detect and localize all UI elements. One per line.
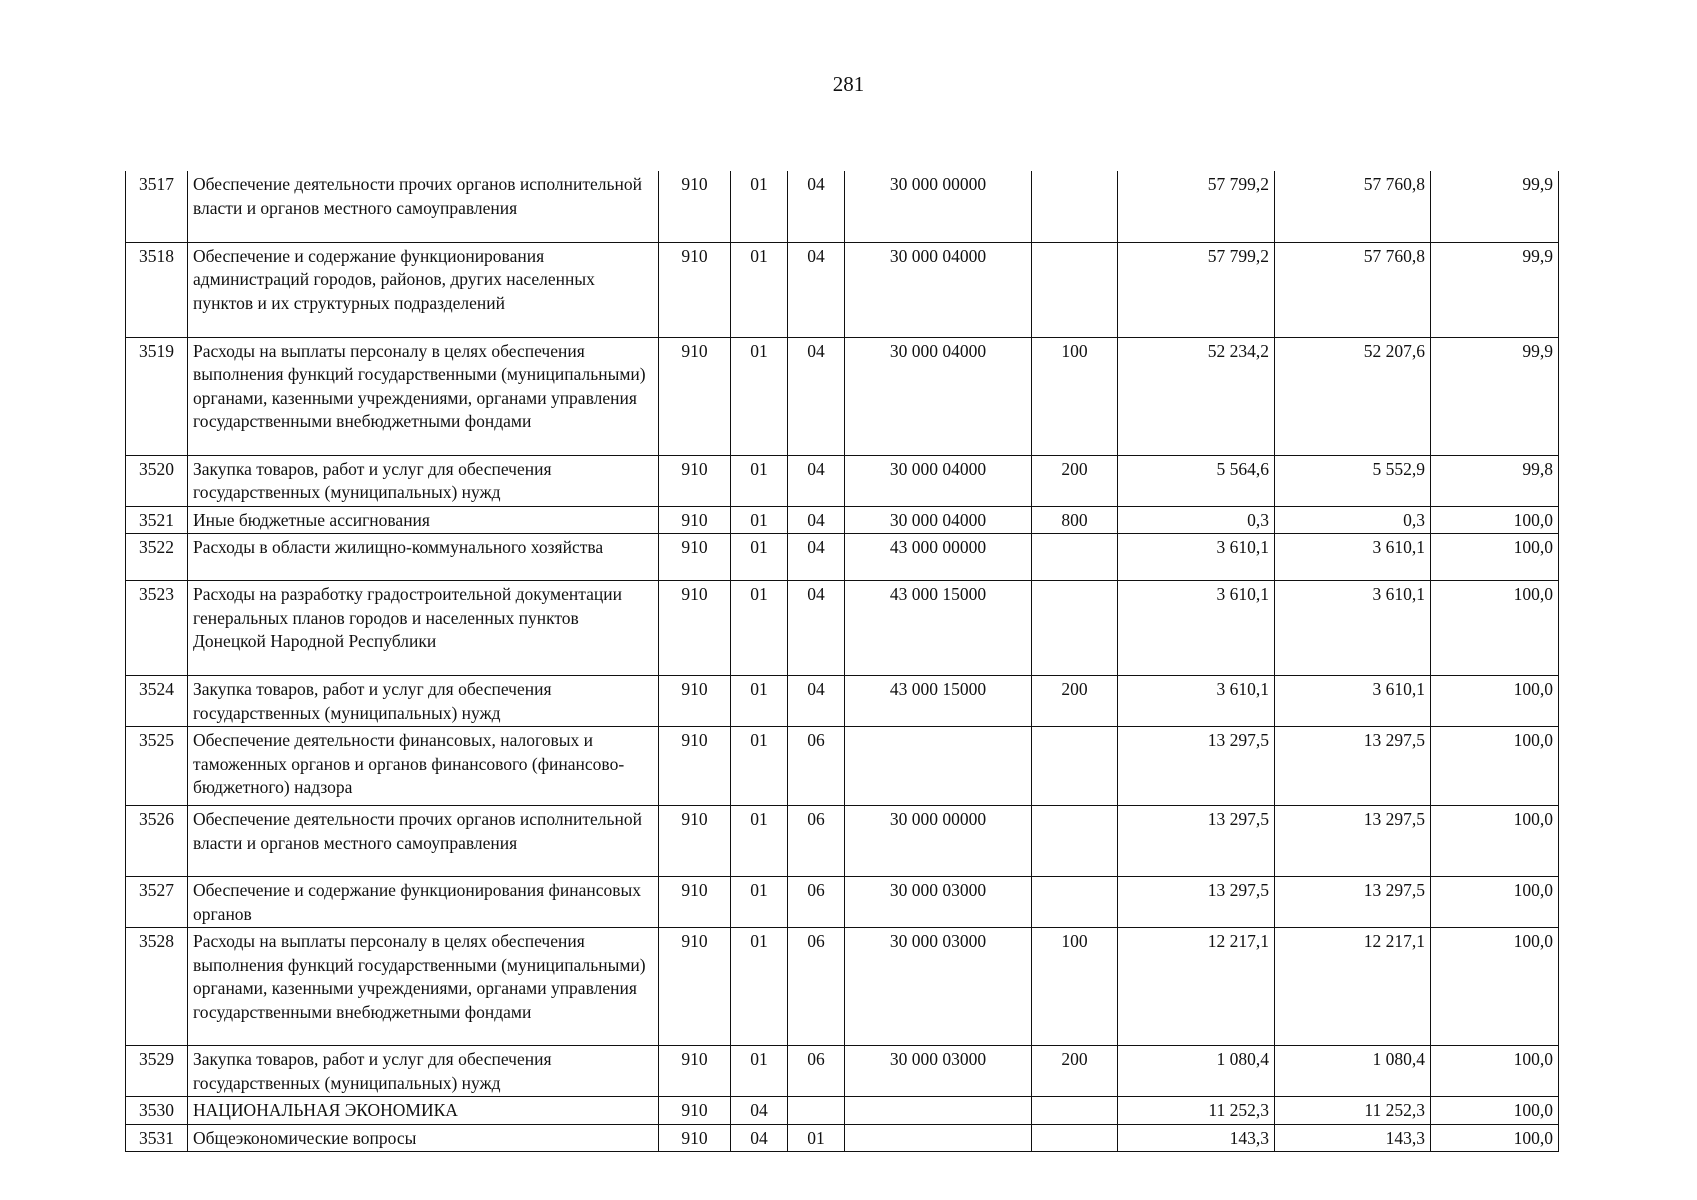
row-number: 3529 bbox=[126, 1046, 188, 1097]
row-planned-amount: 1 080,4 bbox=[1118, 1046, 1275, 1097]
row-expense-type: 100 bbox=[1032, 928, 1118, 1046]
row-section-code: 01 bbox=[731, 534, 788, 581]
row-target-article: 30 000 04000 bbox=[845, 242, 1032, 337]
table-row bbox=[126, 806, 1559, 877]
row-percent: 100,0 bbox=[1431, 534, 1559, 581]
row-percent: 100,0 bbox=[1431, 727, 1559, 806]
row-name: Обеспечение деятельности прочих органов исполнительной власти и органов местного самоуправления bbox=[188, 806, 659, 877]
row-expense-type bbox=[1032, 171, 1118, 242]
row-subsection-code: 04 bbox=[788, 534, 845, 581]
budget-table bbox=[125, 171, 1559, 1152]
row-actual-amount: 3 610,1 bbox=[1275, 676, 1431, 727]
row-name: Расходы на разработку градостроительной документации генеральных планов городов и населенных пунктов Донецкой Народной Республики bbox=[188, 581, 659, 676]
row-name: Расходы на выплаты персоналу в целях обеспечения выполнения функций государственными (муниципальными) органами, казенными учреждениями, органами управления государственными внебюджетными фондами bbox=[188, 928, 659, 1046]
row-name: Закупка товаров, работ и услуг для обеспечения государственных (муниципальных) нужд bbox=[188, 676, 659, 727]
row-target-article bbox=[845, 1124, 1032, 1152]
row-name: Обеспечение деятельности прочих органов исполнительной власти и органов местного самоуправления bbox=[188, 171, 659, 242]
row-target-article: 30 000 04000 bbox=[845, 506, 1032, 534]
row-section-code: 01 bbox=[731, 171, 788, 242]
row-target-article: 30 000 04000 bbox=[845, 455, 1032, 506]
row-subsection-code: 04 bbox=[788, 242, 845, 337]
row-percent: 100,0 bbox=[1431, 928, 1559, 1046]
row-expense-type bbox=[1032, 877, 1118, 928]
row-planned-amount: 12 217,1 bbox=[1118, 928, 1275, 1046]
row-ved-code: 910 bbox=[659, 727, 731, 806]
row-number: 3518 bbox=[126, 242, 188, 337]
row-name: Обеспечение и содержание функционирования финансовых органов bbox=[188, 877, 659, 928]
row-name: Расходы в области жилищно-коммунального хозяйства bbox=[188, 534, 659, 581]
row-expense-type: 200 bbox=[1032, 455, 1118, 506]
row-percent: 100,0 bbox=[1431, 1046, 1559, 1097]
row-target-article bbox=[845, 1097, 1032, 1125]
row-ved-code: 910 bbox=[659, 676, 731, 727]
row-planned-amount: 3 610,1 bbox=[1118, 581, 1275, 676]
row-expense-type bbox=[1032, 1124, 1118, 1152]
row-actual-amount: 11 252,3 bbox=[1275, 1097, 1431, 1125]
table-row bbox=[126, 455, 1559, 506]
row-section-code: 04 bbox=[731, 1097, 788, 1125]
row-ved-code: 910 bbox=[659, 337, 731, 455]
row-name: НАЦИОНАЛЬНАЯ ЭКОНОМИКА bbox=[188, 1097, 659, 1125]
row-expense-type: 100 bbox=[1032, 337, 1118, 455]
row-subsection-code: 06 bbox=[788, 928, 845, 1046]
row-planned-amount: 11 252,3 bbox=[1118, 1097, 1275, 1125]
table-row bbox=[126, 1124, 1559, 1152]
row-section-code: 01 bbox=[731, 877, 788, 928]
row-percent: 99,9 bbox=[1431, 242, 1559, 337]
row-subsection-code: 01 bbox=[788, 1124, 845, 1152]
row-planned-amount: 13 297,5 bbox=[1118, 877, 1275, 928]
row-expense-type: 800 bbox=[1032, 506, 1118, 534]
row-section-code: 01 bbox=[731, 581, 788, 676]
row-section-code: 01 bbox=[731, 806, 788, 877]
row-name: Закупка товаров, работ и услуг для обеспечения государственных (муниципальных) нужд bbox=[188, 1046, 659, 1097]
row-number: 3527 bbox=[126, 877, 188, 928]
row-actual-amount: 57 760,8 bbox=[1275, 171, 1431, 242]
table-row bbox=[126, 676, 1559, 727]
row-actual-amount: 3 610,1 bbox=[1275, 534, 1431, 581]
row-number: 3530 bbox=[126, 1097, 188, 1125]
row-planned-amount: 143,3 bbox=[1118, 1124, 1275, 1152]
row-target-article: 30 000 03000 bbox=[845, 928, 1032, 1046]
row-target-article: 43 000 15000 bbox=[845, 581, 1032, 676]
row-expense-type: 200 bbox=[1032, 676, 1118, 727]
table-row bbox=[126, 928, 1559, 1046]
row-planned-amount: 3 610,1 bbox=[1118, 534, 1275, 581]
row-actual-amount: 0,3 bbox=[1275, 506, 1431, 534]
row-actual-amount: 13 297,5 bbox=[1275, 806, 1431, 877]
row-actual-amount: 13 297,5 bbox=[1275, 727, 1431, 806]
table-row bbox=[126, 337, 1559, 455]
row-actual-amount: 12 217,1 bbox=[1275, 928, 1431, 1046]
row-planned-amount: 13 297,5 bbox=[1118, 727, 1275, 806]
row-target-article: 43 000 15000 bbox=[845, 676, 1032, 727]
row-expense-type bbox=[1032, 1097, 1118, 1125]
row-percent: 100,0 bbox=[1431, 581, 1559, 676]
row-planned-amount: 57 799,2 bbox=[1118, 171, 1275, 242]
row-target-article: 43 000 00000 bbox=[845, 534, 1032, 581]
row-subsection-code: 04 bbox=[788, 171, 845, 242]
row-planned-amount: 5 564,6 bbox=[1118, 455, 1275, 506]
row-actual-amount: 5 552,9 bbox=[1275, 455, 1431, 506]
row-number: 3526 bbox=[126, 806, 188, 877]
table-row bbox=[126, 171, 1559, 242]
row-expense-type bbox=[1032, 806, 1118, 877]
row-expense-type: 200 bbox=[1032, 1046, 1118, 1097]
row-section-code: 01 bbox=[731, 337, 788, 455]
row-number: 3519 bbox=[126, 337, 188, 455]
row-subsection-code: 04 bbox=[788, 676, 845, 727]
row-section-code: 01 bbox=[731, 506, 788, 534]
row-section-code: 01 bbox=[731, 242, 788, 337]
row-subsection-code: 04 bbox=[788, 581, 845, 676]
table-row bbox=[126, 242, 1559, 337]
row-number: 3521 bbox=[126, 506, 188, 534]
table-row bbox=[126, 1046, 1559, 1097]
row-planned-amount: 57 799,2 bbox=[1118, 242, 1275, 337]
table-body bbox=[126, 171, 1559, 1152]
row-target-article bbox=[845, 727, 1032, 806]
row-name: Обеспечение и содержание функционирования администраций городов, районов, других населенных пунктов и их структурных подразделений bbox=[188, 242, 659, 337]
row-expense-type bbox=[1032, 727, 1118, 806]
table-row bbox=[126, 727, 1559, 806]
row-name: Иные бюджетные ассигнования bbox=[188, 506, 659, 534]
row-expense-type bbox=[1032, 534, 1118, 581]
row-ved-code: 910 bbox=[659, 506, 731, 534]
row-section-code: 01 bbox=[731, 676, 788, 727]
row-subsection-code: 06 bbox=[788, 727, 845, 806]
row-actual-amount: 13 297,5 bbox=[1275, 877, 1431, 928]
row-percent: 100,0 bbox=[1431, 877, 1559, 928]
row-subsection-code: 06 bbox=[788, 1046, 845, 1097]
row-name: Расходы на выплаты персоналу в целях обеспечения выполнения функций государственными (муниципальными) органами, казенными учреждениями, органами управления государственными внебюджетными фондами bbox=[188, 337, 659, 455]
row-expense-type bbox=[1032, 581, 1118, 676]
row-actual-amount: 1 080,4 bbox=[1275, 1046, 1431, 1097]
row-target-article: 30 000 00000 bbox=[845, 171, 1032, 242]
row-ved-code: 910 bbox=[659, 1124, 731, 1152]
row-ved-code: 910 bbox=[659, 581, 731, 676]
row-subsection-code bbox=[788, 1097, 845, 1125]
row-ved-code: 910 bbox=[659, 1097, 731, 1125]
row-percent: 100,0 bbox=[1431, 1097, 1559, 1125]
row-ved-code: 910 bbox=[659, 928, 731, 1046]
row-number: 3520 bbox=[126, 455, 188, 506]
row-name: Закупка товаров, работ и услуг для обеспечения государственных (муниципальных) нужд bbox=[188, 455, 659, 506]
row-target-article: 30 000 00000 bbox=[845, 806, 1032, 877]
row-actual-amount: 52 207,6 bbox=[1275, 337, 1431, 455]
row-ved-code: 910 bbox=[659, 534, 731, 581]
row-percent: 100,0 bbox=[1431, 806, 1559, 877]
row-ved-code: 910 bbox=[659, 877, 731, 928]
row-expense-type bbox=[1032, 242, 1118, 337]
row-planned-amount: 13 297,5 bbox=[1118, 806, 1275, 877]
row-actual-amount: 143,3 bbox=[1275, 1124, 1431, 1152]
row-ved-code: 910 bbox=[659, 171, 731, 242]
row-ved-code: 910 bbox=[659, 455, 731, 506]
row-subsection-code: 06 bbox=[788, 806, 845, 877]
row-percent: 99,9 bbox=[1431, 337, 1559, 455]
row-percent: 100,0 bbox=[1431, 1124, 1559, 1152]
table-row bbox=[126, 506, 1559, 534]
row-number: 3523 bbox=[126, 581, 188, 676]
row-percent: 100,0 bbox=[1431, 506, 1559, 534]
row-subsection-code: 04 bbox=[788, 337, 845, 455]
row-number: 3528 bbox=[126, 928, 188, 1046]
row-name: Общеэкономические вопросы bbox=[188, 1124, 659, 1152]
row-target-article: 30 000 03000 bbox=[845, 877, 1032, 928]
table-row bbox=[126, 1097, 1559, 1125]
row-number: 3517 bbox=[126, 171, 188, 242]
row-section-code: 01 bbox=[731, 928, 788, 1046]
row-section-code: 01 bbox=[731, 727, 788, 806]
row-percent: 99,8 bbox=[1431, 455, 1559, 506]
row-ved-code: 910 bbox=[659, 242, 731, 337]
row-subsection-code: 04 bbox=[788, 506, 845, 534]
row-percent: 100,0 bbox=[1431, 676, 1559, 727]
row-name: Обеспечение деятельности финансовых, налоговых и таможенных органов и органов финансового (финансово-бюджетного) надзора bbox=[188, 727, 659, 806]
row-number: 3522 bbox=[126, 534, 188, 581]
row-section-code: 01 bbox=[731, 1046, 788, 1097]
page-number: 281 bbox=[832, 72, 865, 96]
row-percent: 99,9 bbox=[1431, 171, 1559, 242]
row-section-code: 01 bbox=[731, 455, 788, 506]
row-actual-amount: 57 760,8 bbox=[1275, 242, 1431, 337]
row-number: 3531 bbox=[126, 1124, 188, 1152]
row-subsection-code: 04 bbox=[788, 455, 845, 506]
row-actual-amount: 3 610,1 bbox=[1275, 581, 1431, 676]
table-row bbox=[126, 877, 1559, 928]
row-ved-code: 910 bbox=[659, 806, 731, 877]
row-number: 3525 bbox=[126, 727, 188, 806]
row-planned-amount: 52 234,2 bbox=[1118, 337, 1275, 455]
row-target-article: 30 000 03000 bbox=[845, 1046, 1032, 1097]
row-planned-amount: 0,3 bbox=[1118, 506, 1275, 534]
table-row bbox=[126, 534, 1559, 581]
table-row bbox=[126, 581, 1559, 676]
row-planned-amount: 3 610,1 bbox=[1118, 676, 1275, 727]
row-number: 3524 bbox=[126, 676, 188, 727]
row-subsection-code: 06 bbox=[788, 877, 845, 928]
row-ved-code: 910 bbox=[659, 1046, 731, 1097]
row-target-article: 30 000 04000 bbox=[845, 337, 1032, 455]
row-section-code: 04 bbox=[731, 1124, 788, 1152]
